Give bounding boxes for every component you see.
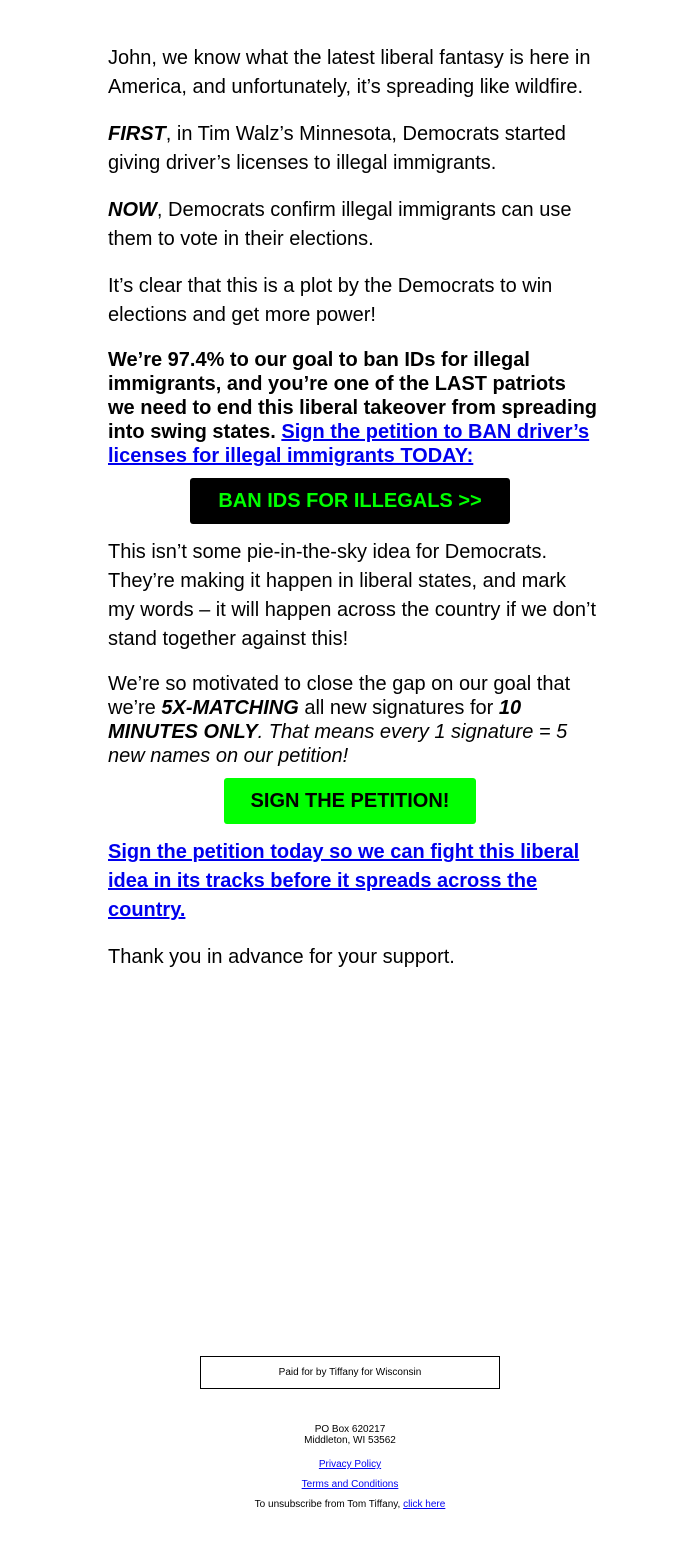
matching-text-a: We’re so motivated to close the gap on our goal that we’re bbox=[108, 673, 571, 719]
unsubscribe-row bbox=[0, 1499, 700, 1510]
now-emphasis: NOW bbox=[108, 199, 157, 221]
paragraph-pie: This isn’t some pie-in-the-sky idea for Democrats. They’re making it happen in liberal states, and mark my words – it will happen across the country if we don’t stand together against this! bbox=[108, 541, 596, 650]
ban-ids-button[interactable]: BAN IDS FOR ILLEGALS >> bbox=[190, 478, 510, 524]
minutes-emphasis: 10 MINUTES ONLY bbox=[108, 697, 522, 743]
paragraph-first bbox=[108, 120, 598, 178]
petition-link-ban[interactable]: Sign the petition to BAN driver’s licenses for illegal immigrants TODAY: bbox=[108, 421, 590, 467]
cta-wrapper-2 bbox=[0, 778, 700, 824]
matching-text-c: all new signatures for bbox=[298, 697, 499, 719]
unsubscribe-link[interactable]: click here bbox=[403, 1499, 446, 1510]
unsubscribe-text: To unsubscribe from Tom Tiffany, bbox=[254, 1499, 404, 1510]
goal-text: We’re 97.4% to our goal to ban IDs for illegal immigrants, and you’re one of the LAST patriots we need to end this liberal takeover from spreading into swing states. bbox=[108, 349, 598, 443]
terms-row bbox=[0, 1479, 700, 1490]
mailing-address bbox=[0, 1424, 700, 1446]
paragraph-intro: John, we know what the latest liberal fantasy is here in America, and unfortunately, it’s spreading like wildfire. bbox=[108, 47, 591, 98]
paragraph-matching bbox=[108, 672, 598, 768]
paragraph-now bbox=[108, 196, 598, 254]
terms-link[interactable]: Terms and Conditions bbox=[301, 1479, 399, 1490]
first-text: , in Tim Walz’s Minnesota, Democrats started giving driver’s licenses to illegal immigrants. bbox=[108, 123, 566, 174]
first-emphasis: FIRST bbox=[108, 123, 166, 145]
sign-petition-button[interactable]: SIGN THE PETITION! bbox=[224, 778, 476, 824]
address-line-1: PO Box 620217 bbox=[314, 1424, 386, 1435]
paragraph-thanks: Thank you in advance for your support. bbox=[108, 946, 455, 968]
matching-text-e: . That means every 1 signature = 5 new names on our petition! bbox=[108, 721, 568, 767]
cta-wrapper-1 bbox=[0, 478, 700, 524]
petition-link-today[interactable]: Sign the petition today so we can fight this liberal idea in its tracks before it spreads across the country. bbox=[108, 841, 580, 921]
matching-emphasis: 5X-MATCHING bbox=[161, 697, 299, 719]
paid-for-disclaimer: Paid for by Tiffany for Wisconsin bbox=[200, 1356, 500, 1389]
paragraph-link bbox=[108, 838, 598, 925]
email-footer bbox=[0, 1356, 700, 1510]
address-line-2: Middleton, WI 53562 bbox=[304, 1435, 396, 1446]
privacy-row bbox=[0, 1459, 700, 1470]
privacy-policy-link[interactable]: Privacy Policy bbox=[318, 1459, 382, 1470]
email-body bbox=[108, 44, 598, 990]
now-text: , Democrats confirm illegal immigrants can use them to vote in their elections. bbox=[108, 199, 572, 250]
paragraph-plot: It’s clear that this is a plot by the Democrats to win elections and get more power! bbox=[108, 275, 553, 326]
paragraph-goal bbox=[108, 348, 598, 468]
